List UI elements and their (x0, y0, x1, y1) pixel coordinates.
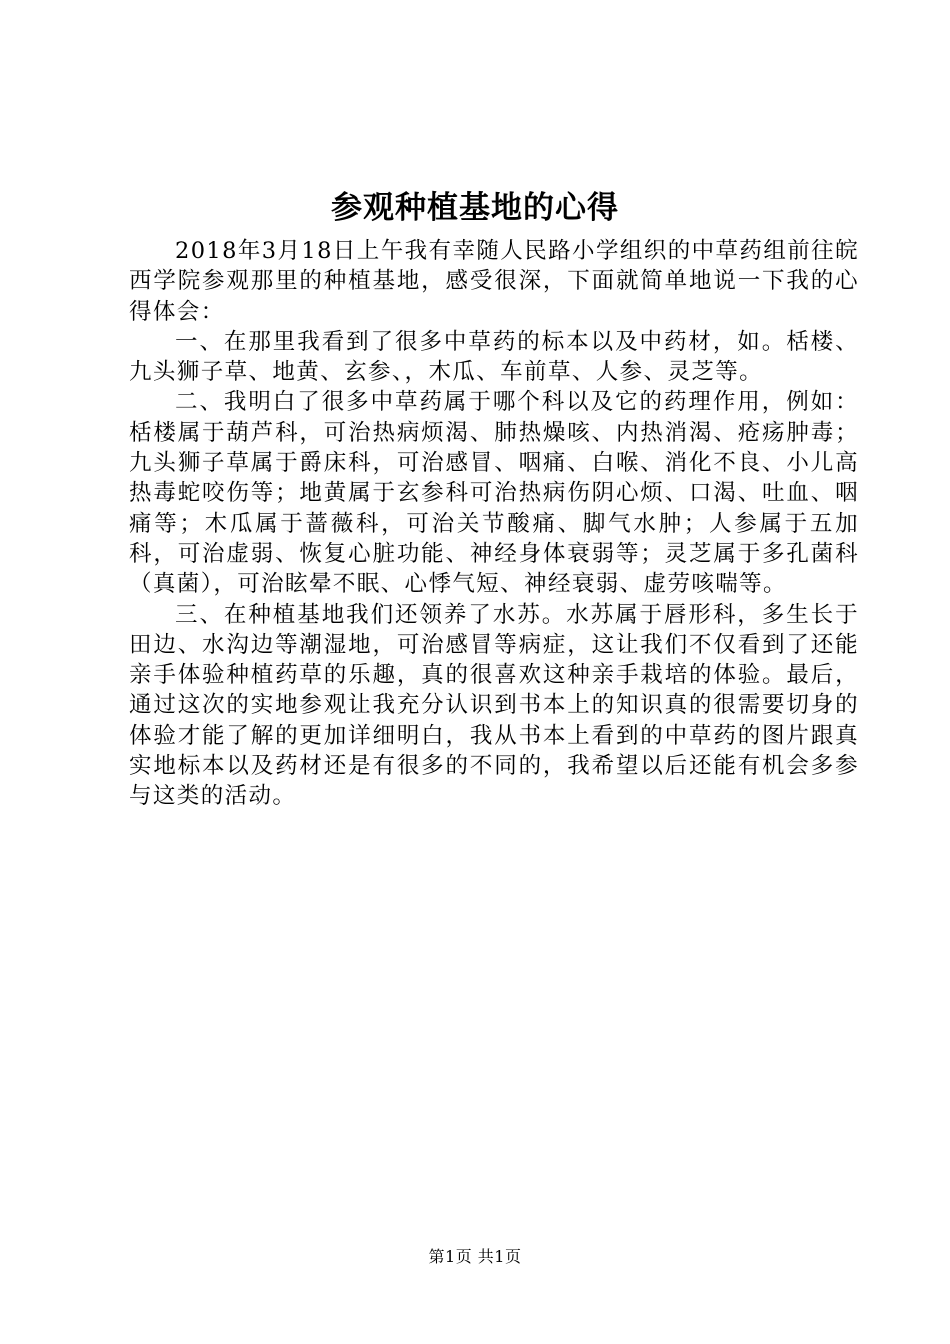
paragraph-one: 一、在那里我看到了很多中草药的标本以及中药材，如。栝楼、九头狮子草、地黄、玄参、，木瓜、车前草、人参、灵芝等。 (129, 328, 859, 386)
paragraph-three: 三、在种植基地我们还领养了水苏。水苏属于唇形科，多生长于田边、水沟边等潮湿地，可治感冒等病症，这让我们不仅看到了还能亲手体验种植药草的乐趣，真的很喜欢这种亲手栽培的体验。最后，通过这次的实地参观让我充分认识到书本上的知识真的很需要切身的体验才能了解的更加详细明白，我从书本上看到的中草药的图片跟真实地标本以及药材还是有很多的不同的，我希望以后还能有机会多参与这类的活动。 (129, 601, 859, 810)
paragraph-two: 二、我明白了很多中草药属于哪个科以及它的药理作用，例如：栝楼属于葫芦科，可治热病烦渴、肺热燥咳、内热消渴、疮疡肿毒；九头狮子草属于爵床科，可治感冒、咽痛、白喉、消化不良、小儿高热毒蛇咬伤等；地黄属于玄参科可治热病伤阴心烦、口渴、吐血、咽痛等；木瓜属于蔷薇科，可治关节酸痛、脚气水肿；人参属于五加科，可治虚弱、恢复心脏功能、神经身体衰弱等；灵芝属于多孔菌科（真菌），可治眩晕不眠、心悸气短、神经衰弱、虚劳咳喘等。 (129, 389, 859, 598)
document-body (129, 236, 859, 812)
page-footer: 第1页 共1页 (428, 1247, 522, 1266)
document-title: 参观种植基地的心得 (331, 190, 619, 226)
paragraph-intro: 2018年3月18日上午我有幸随人民路小学组织的中草药组前往皖西学院参观那里的种植基地，感受很深，下面就简单地说一下我的心得体会： (129, 238, 859, 325)
